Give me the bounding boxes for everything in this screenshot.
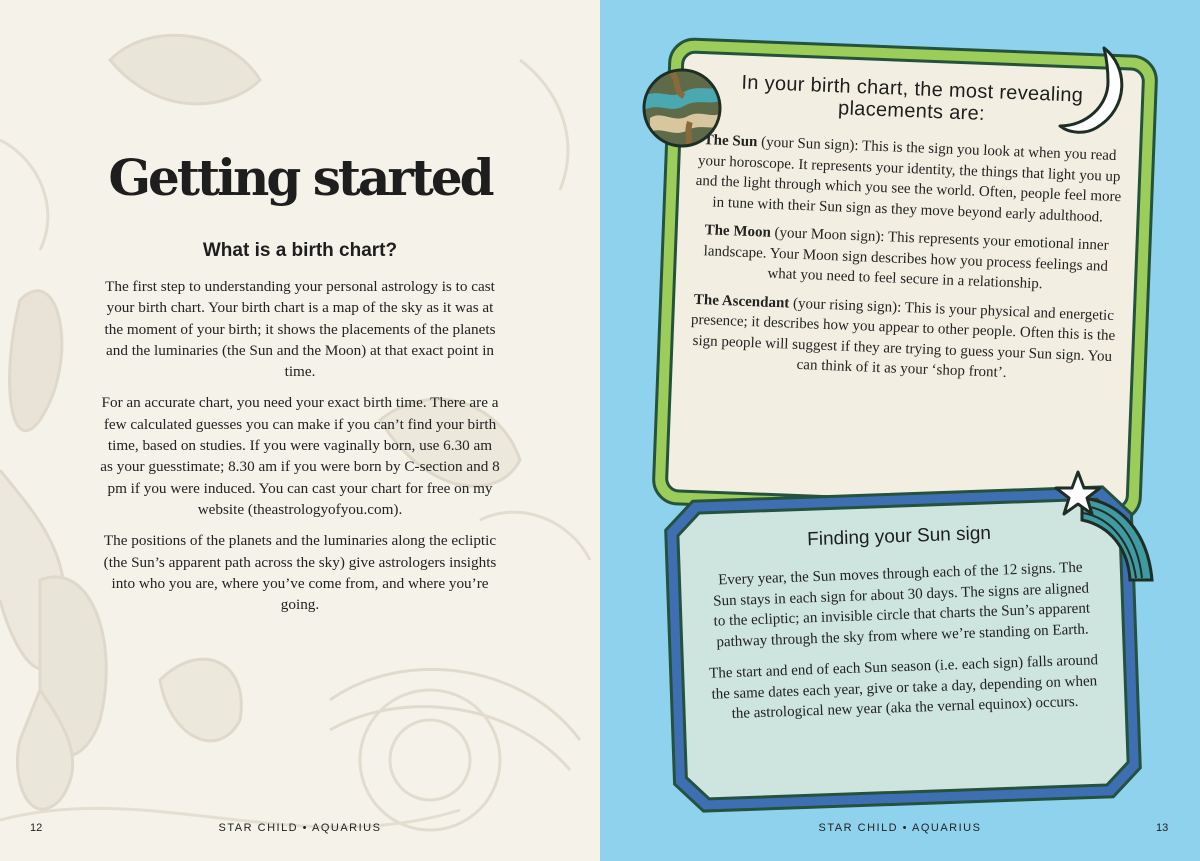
placements-heading: In your birth chart, the most revealing placements are: (741, 71, 1084, 125)
running-head-left: STAR CHILD • AQUARIUS (218, 822, 382, 834)
placement-ascendant-text: (your rising sign): This is your physical and energetic presence; it describes how you appear to other people. Often this is the sign people will suggest if they are trying to guess your Sun sign. You can think of it as your ‘shop front’. (690, 295, 1116, 381)
paragraph-1: The first step to understanding your personal astrology is to cast your birth chart. Your birth chart is a map of the sky as it was at the moment of your birth; it shows the placements of the planets and the luminaries (the Sun and the Moon) at that exact point in time. (104, 278, 496, 381)
placement-moon-text: (your Moon sign): This represents your emotional inner landscape. Your Moon sign describes how you process feelings and what you need to feel secure in a relationship. (703, 224, 1109, 293)
placement-ascendant (686, 289, 1119, 387)
sun-sign-paragraph-2: The start and end of each Sun season (i.e. each sign) falls around the same dates each year, give or take a day, depending on when the astrological new year (aka the vernal equinox) occurs. (708, 652, 1099, 723)
sun-sign-heading: Finding your Sun sign (806, 522, 992, 551)
section-subtitle: What is a birth chart? (202, 240, 398, 261)
sun-sign-content (704, 519, 1101, 736)
page-number-right: 13 (1156, 822, 1169, 834)
intro-text (100, 276, 500, 625)
paragraph-3: The positions of the planets and the luminaries along the ecliptic (the Sun’s apparent path across the sky) give astrologers insights into who you are, where you’ve come from, and where you’re going. (103, 532, 497, 614)
placement-sun (692, 130, 1125, 228)
crescent-moon-icon (1056, 44, 1136, 136)
page-title: Getting started (108, 148, 492, 207)
right-page (600, 0, 1200, 861)
page-number-left: 12 (30, 822, 43, 834)
placement-sun-term: The Sun (703, 132, 758, 151)
placement-ascendant-term: The Ascendant (693, 291, 790, 312)
planet-icon (640, 66, 724, 150)
shooting-star-icon (1052, 468, 1162, 588)
running-head-right: STAR CHILD • AQUARIUS (818, 822, 982, 834)
placement-moon (690, 220, 1122, 298)
paragraph-2: For an accurate chart, you need your exact birth time. There are a few calculated guesses you can make if you can’t find your birth time, based on studies. If you were vaginally born, use 6.30 am as your guesstimate; 8.30 am if you were born by C-section and 8 pm if you were induced. You can cast your chart for free on my website (theastrologyofyou.com). (100, 394, 500, 518)
placement-sun-text: (your Sun sign): This is the sign you look at when you read your horoscope. It represents your identity, the things that light you up and the light through which you see the world. Often, people feel more in tune with their Sun sign as they move beyond early adulthood. (695, 134, 1122, 226)
sun-sign-paragraph-1: Every year, the Sun moves through each of the 12 signs. The Sun stays in each sign for about 30 days. The signs are aligned to the ecliptic; an invisible circle that charts the Sun’s apparent pathway through the sky from where we’re standing on Earth. (712, 559, 1091, 651)
placement-moon-term: The Moon (704, 222, 772, 241)
